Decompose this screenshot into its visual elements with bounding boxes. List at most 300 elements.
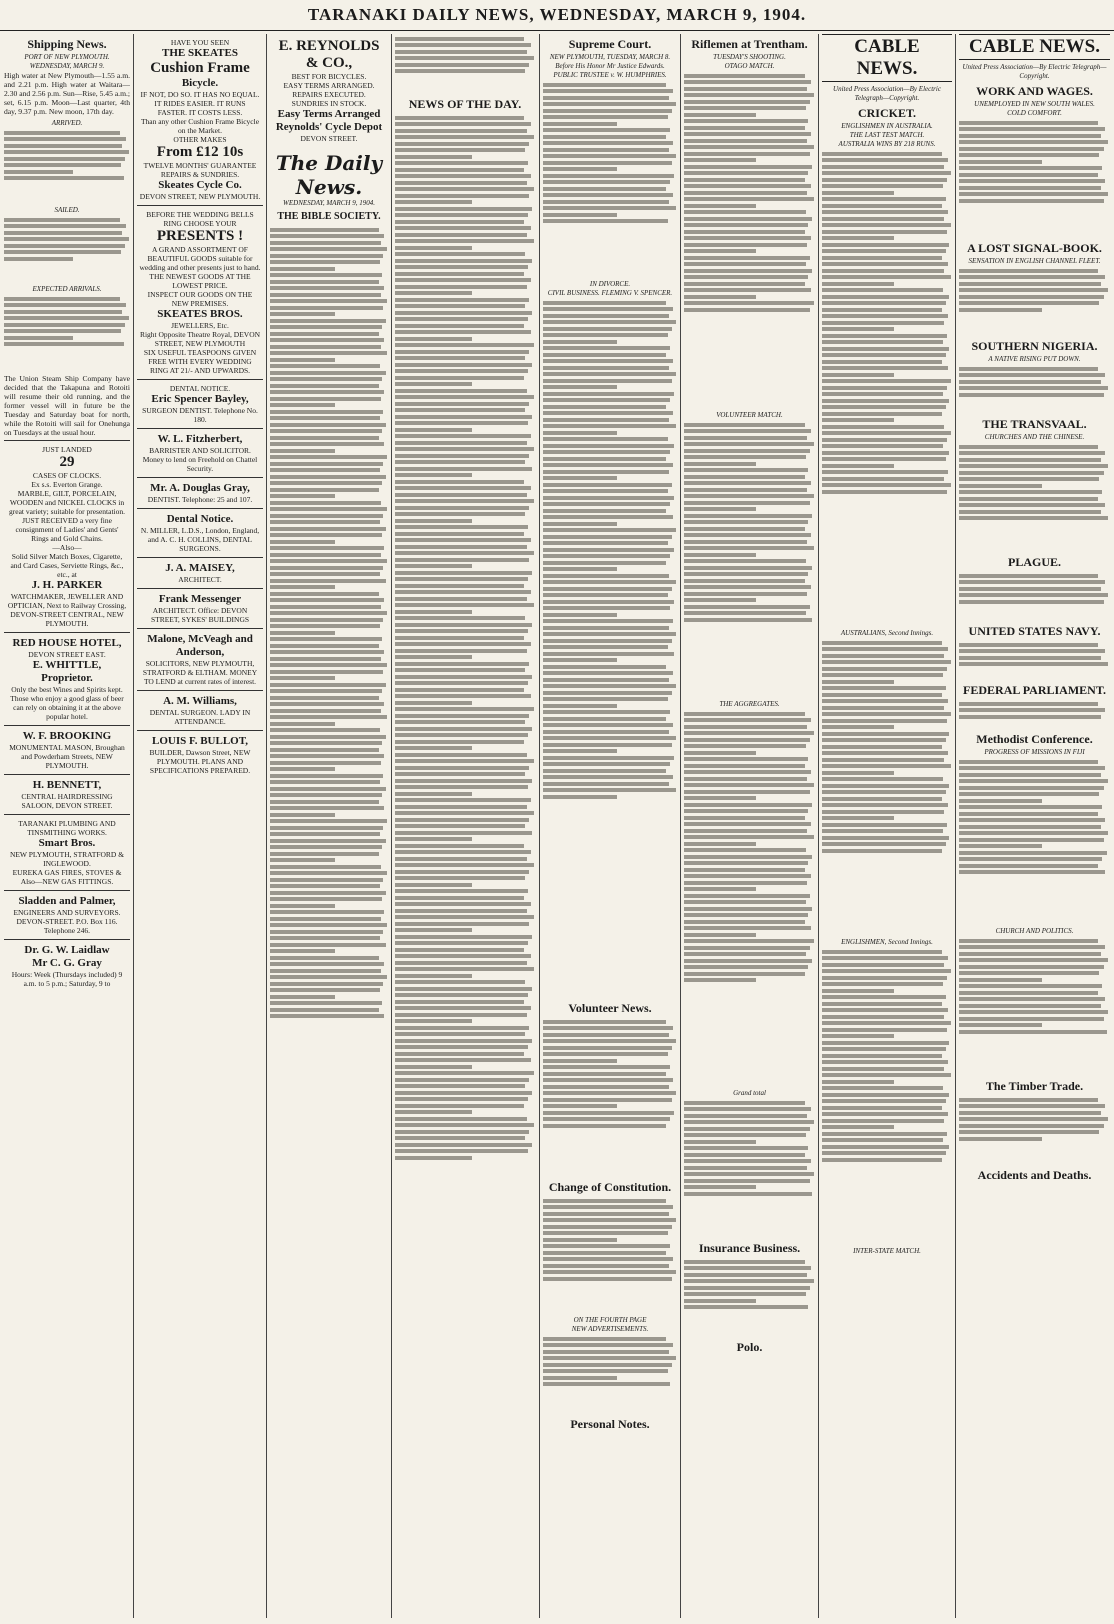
text-line-placeholder — [822, 418, 894, 422]
text-line-placeholder — [959, 166, 1102, 170]
dental-notice-heading: Dental Notice. — [166, 513, 234, 525]
text-line-placeholder — [395, 402, 529, 406]
text-line-placeholder — [959, 295, 1104, 299]
text-line-placeholder — [395, 278, 531, 282]
text-line-placeholder — [395, 558, 529, 562]
text-line-placeholder — [270, 429, 382, 433]
text-line-placeholder — [684, 829, 807, 833]
text-line-placeholder — [822, 647, 948, 651]
text-line-placeholder — [543, 717, 666, 721]
text-line-placeholder — [395, 876, 525, 880]
text-line-placeholder — [270, 709, 381, 713]
text-line-placeholder — [959, 301, 1099, 305]
bennett-details: CENTRAL HAIRDRESSING SALOON, DEVON STREET. — [21, 792, 113, 810]
text-line-placeholder — [543, 1117, 670, 1121]
text-line-placeholder — [543, 320, 676, 324]
text-line-placeholder — [959, 760, 1098, 764]
last-test-heading: THE LAST TEST MATCH. — [849, 131, 925, 139]
text-line-placeholder — [684, 978, 756, 982]
text-line-placeholder — [395, 454, 529, 458]
text-line-placeholder — [684, 262, 806, 266]
text-line-placeholder — [395, 798, 531, 802]
grand-filler — [684, 1098, 815, 1238]
text-line-placeholder — [395, 480, 524, 484]
text-line-placeholder — [395, 727, 532, 731]
text-line-placeholder — [543, 496, 674, 500]
text-line-placeholder — [684, 481, 811, 485]
text-line-placeholder — [684, 488, 807, 492]
text-line-placeholder — [395, 551, 534, 555]
tides-text: High water at New Plymouth—1.55 a.m. and 2.21 p.m. High water at Waitara—2.30 and 2.56 p.m. Sun—Rise, 5.45 a.m.; set, 6.15 p.m. Moon—Last quarter, 4th day, 9.37 p.m. New moon, 17th day. — [4, 71, 130, 116]
text-line-placeholder — [959, 857, 1102, 861]
text-line-placeholder — [270, 897, 382, 901]
text-line-placeholder — [684, 965, 808, 969]
text-line-placeholder — [822, 184, 943, 188]
text-line-placeholder — [684, 191, 807, 195]
laidlaw-name: Dr. G. W. Laidlaw — [24, 944, 110, 956]
text-line-placeholder — [684, 926, 811, 930]
text-line-placeholder — [543, 353, 666, 357]
text-line-placeholder — [395, 564, 472, 568]
text-line-placeholder — [959, 471, 1104, 475]
text-line-placeholder — [822, 444, 943, 448]
text-line-placeholder — [822, 275, 951, 279]
text-line-placeholder — [395, 142, 529, 146]
text-line-placeholder — [959, 580, 1105, 584]
text-line-placeholder — [684, 874, 811, 878]
text-line-placeholder — [684, 712, 805, 716]
text-line-placeholder — [395, 187, 534, 191]
volunteer-filler — [543, 1017, 677, 1177]
text-line-placeholder — [395, 636, 524, 640]
text-line-placeholder — [684, 145, 814, 149]
signal-heading: A LOST SIGNAL-BOOK. — [967, 241, 1102, 255]
text-line-placeholder — [270, 819, 387, 823]
text-line-placeholder — [959, 766, 1105, 770]
opposite-text: Right Opposite Theatre Royal, DEVON STREET, NEW PLYMOUTH — [139, 330, 261, 348]
text-line-placeholder — [543, 405, 666, 409]
text-line-placeholder — [270, 852, 379, 856]
text-line-placeholder — [959, 779, 1108, 783]
red-house-name: RED HOUSE HOTEL, — [12, 637, 122, 649]
text-line-placeholder — [270, 1001, 382, 1005]
text-line-placeholder — [270, 988, 380, 992]
timber-filler — [959, 1095, 1110, 1165]
text-line-placeholder — [959, 1098, 1098, 1102]
englishmen-heading: ENGLISHMEN IN AUSTRALIA. — [841, 122, 933, 130]
text-line-placeholder — [822, 1060, 948, 1064]
text-line-placeholder — [270, 949, 335, 953]
text-line-placeholder — [4, 170, 73, 174]
text-line-placeholder — [395, 174, 531, 178]
text-line-placeholder — [543, 1277, 672, 1281]
text-line-placeholder — [270, 969, 381, 973]
text-line-placeholder — [270, 689, 382, 693]
text-line-placeholder — [959, 497, 1098, 501]
text-line-placeholder — [543, 161, 672, 165]
navy-filler — [959, 640, 1110, 680]
text-line-placeholder — [395, 1078, 529, 1082]
text-line-placeholder — [684, 462, 756, 466]
text-line-placeholder — [959, 593, 1108, 597]
text-line-placeholder — [959, 649, 1105, 653]
text-line-placeholder — [822, 803, 948, 807]
red-house-address: DEVON STREET EAST. — [28, 650, 106, 659]
text-line-placeholder — [822, 849, 942, 853]
text-line-placeholder — [395, 590, 531, 594]
text-line-placeholder — [959, 484, 1042, 488]
text-line-placeholder — [822, 1086, 943, 1090]
text-line-placeholder — [395, 603, 534, 607]
text-line-placeholder — [684, 308, 810, 312]
text-line-placeholder — [543, 366, 669, 370]
text-line-placeholder — [822, 969, 951, 973]
text-line-placeholder — [684, 1273, 807, 1277]
text-line-placeholder — [543, 1264, 669, 1268]
text-line-placeholder — [822, 1093, 949, 1097]
text-line-placeholder — [543, 613, 617, 617]
text-line-placeholder — [270, 910, 384, 914]
text-line-placeholder — [395, 116, 524, 120]
text-line-placeholder — [395, 642, 531, 646]
text-line-placeholder — [959, 516, 1108, 520]
text-line-placeholder — [270, 332, 379, 336]
text-line-placeholder — [684, 972, 805, 976]
text-line-placeholder — [543, 639, 672, 643]
text-line-placeholder — [822, 667, 947, 671]
text-line-placeholder — [395, 980, 525, 984]
text-line-placeholder — [822, 836, 949, 840]
column-ads — [137, 34, 263, 1618]
text-line-placeholder — [959, 199, 1104, 203]
silver-text: Solid Silver Match Boxes, Cigarette, and Card Cases, Serviette Rings, &c., etc., at — [10, 552, 124, 579]
nigeria-filler — [959, 364, 1110, 414]
terms-text: EASY TERMS ARRANGED. — [283, 81, 375, 90]
text-line-placeholder — [395, 213, 528, 217]
text-line-placeholder — [395, 252, 525, 256]
text-line-placeholder — [395, 265, 528, 269]
bayley-details: SURGEON DENTIST. Telephone No. 180. — [142, 406, 258, 424]
text-line-placeholder — [543, 704, 617, 708]
volunteer-heading: Volunteer News. — [568, 1001, 652, 1015]
text-line-placeholder — [543, 213, 617, 217]
text-line-placeholder — [822, 438, 947, 442]
text-line-placeholder — [959, 173, 1098, 177]
text-line-placeholder — [270, 338, 384, 342]
text-line-placeholder — [959, 870, 1105, 874]
text-line-placeholder — [684, 132, 811, 136]
navy-heading: UNITED STATES NAVY. — [968, 624, 1101, 638]
text-line-placeholder — [959, 812, 1098, 816]
text-line-placeholder — [822, 158, 948, 162]
text-line-placeholder — [543, 167, 617, 171]
text-line-placeholder — [684, 585, 811, 589]
text-line-placeholder — [543, 691, 672, 695]
text-line-placeholder — [395, 902, 531, 906]
text-line-placeholder — [270, 624, 380, 628]
cable-news-heading: CABLE NEWS. — [822, 34, 952, 82]
text-line-placeholder — [543, 515, 673, 519]
text-line-placeholder — [684, 1172, 814, 1176]
fourth-page: ON THE FOURTH PAGE — [573, 1316, 647, 1324]
text-line-placeholder — [684, 907, 812, 911]
text-line-placeholder — [543, 509, 666, 513]
rides-text: IT RIDES EASIER. IT RUNS FASTER. IT COSTS LESS. — [154, 99, 246, 117]
text-line-placeholder — [395, 707, 534, 711]
text-line-placeholder — [395, 792, 472, 796]
text-line-placeholder — [684, 275, 808, 279]
text-line-placeholder — [684, 80, 811, 84]
text-line-placeholder — [395, 220, 524, 224]
text-line-placeholder — [4, 137, 126, 141]
plague-heading: PLAGUE. — [1007, 555, 1061, 569]
australians-heading: AUSTRALIANS, Second Innings. — [840, 629, 934, 637]
text-line-placeholder — [4, 297, 120, 301]
text-line-placeholder — [543, 109, 672, 113]
text-line-placeholder — [684, 939, 814, 943]
plague-filler — [959, 571, 1110, 621]
text-line-placeholder — [684, 1159, 811, 1163]
text-line-placeholder — [270, 319, 386, 323]
text-line-placeholder — [395, 1071, 534, 1075]
text-line-placeholder — [270, 585, 335, 589]
text-line-placeholder — [395, 447, 534, 451]
text-line-placeholder — [822, 230, 947, 234]
text-line-placeholder — [270, 956, 379, 960]
text-line-placeholder — [684, 93, 814, 97]
williams-name: A. M. Williams, — [163, 695, 237, 707]
sladden-name: Sladden and Palmer, — [18, 895, 116, 907]
text-line-placeholder — [959, 978, 1042, 982]
text-line-placeholder — [959, 715, 1101, 719]
text-line-placeholder — [543, 762, 670, 766]
text-line-placeholder — [684, 1305, 808, 1309]
text-line-placeholder — [543, 769, 666, 773]
text-line-placeholder — [4, 157, 125, 161]
fitzherbert-name: W. L. Fitzherbert, — [157, 433, 243, 445]
text-line-placeholder — [822, 1132, 947, 1136]
text-line-placeholder — [270, 364, 380, 368]
text-line-placeholder — [822, 712, 951, 716]
methodist-heading: Methodist Conference. — [976, 732, 1093, 746]
text-line-placeholder — [822, 738, 946, 742]
text-line-placeholder — [822, 152, 942, 156]
text-line-placeholder — [270, 761, 381, 765]
text-line-placeholder — [543, 206, 676, 210]
text-line-placeholder — [822, 1080, 894, 1084]
text-line-placeholder — [684, 920, 805, 924]
continued-filler — [395, 34, 535, 94]
text-line-placeholder — [684, 269, 812, 273]
text-line-placeholder — [4, 257, 73, 261]
text-line-placeholder — [270, 683, 386, 687]
text-line-placeholder — [543, 398, 670, 402]
text-line-placeholder — [684, 822, 811, 826]
parker-name: J. H. PARKER — [31, 579, 103, 591]
text-line-placeholder — [395, 623, 532, 627]
text-line-placeholder — [959, 971, 1099, 975]
messenger-details: ARCHITECT. Office: DEVON STREET, SYKES' BUILDINGS — [150, 606, 250, 624]
public-trustee: PUBLIC TRUSTEE v. W. HUMPHRIES. — [553, 71, 667, 79]
text-line-placeholder — [4, 131, 120, 135]
text-line-placeholder — [822, 295, 949, 299]
gray-name: Mr C. G. Gray — [32, 957, 102, 969]
text-line-placeholder — [270, 637, 382, 641]
text-line-placeholder — [684, 803, 812, 807]
text-line-placeholder — [822, 386, 947, 390]
column-news-day — [395, 34, 535, 1618]
text-line-placeholder — [270, 520, 380, 524]
text-line-placeholder — [684, 855, 812, 859]
text-line-placeholder — [395, 291, 472, 295]
price-text: From £12 10s — [156, 144, 244, 160]
signal-filler — [959, 266, 1110, 336]
text-line-placeholder — [395, 168, 524, 172]
text-line-placeholder — [543, 1033, 669, 1037]
text-line-placeholder — [822, 334, 947, 338]
text-line-placeholder — [543, 340, 617, 344]
text-line-placeholder — [395, 389, 527, 393]
text-line-placeholder — [543, 587, 672, 591]
text-line-placeholder — [822, 301, 946, 305]
text-line-placeholder — [543, 522, 617, 526]
text-line-placeholder — [395, 1039, 532, 1043]
text-line-placeholder — [395, 701, 472, 705]
text-line-placeholder — [270, 390, 384, 394]
text-line-placeholder — [395, 304, 525, 308]
text-line-placeholder — [270, 806, 384, 810]
text-line-placeholder — [543, 626, 669, 630]
text-line-placeholder — [822, 392, 943, 396]
text-line-placeholder — [822, 1073, 951, 1077]
text-line-placeholder — [684, 618, 812, 622]
text-line-placeholder — [543, 730, 669, 734]
text-line-placeholder — [543, 470, 669, 474]
cold-heading: COLD COMFORT. — [1007, 109, 1062, 117]
text-line-placeholder — [822, 1021, 951, 1025]
text-line-placeholder — [822, 686, 946, 690]
text-line-placeholder — [395, 759, 534, 763]
text-line-placeholder — [959, 818, 1105, 822]
text-line-placeholder — [684, 1185, 756, 1189]
text-line-placeholder — [395, 298, 529, 302]
text-line-placeholder — [959, 662, 1108, 666]
text-line-placeholder — [270, 481, 382, 485]
text-line-placeholder — [395, 337, 472, 341]
text-line-placeholder — [822, 1158, 942, 1162]
text-line-placeholder — [822, 171, 951, 175]
whittle-details: Only the best Wines and Spirits kept. Those who enjoy a good glass of beer can rely on obtaining it at the above popular hotel. — [10, 685, 124, 721]
text-line-placeholder — [684, 282, 805, 286]
text-line-placeholder — [270, 878, 383, 882]
text-line-placeholder — [543, 561, 666, 565]
text-line-placeholder — [543, 535, 672, 539]
text-line-placeholder — [395, 1143, 532, 1147]
text-line-placeholder — [822, 725, 894, 729]
text-line-placeholder — [543, 1205, 673, 1209]
wins-heading: AUSTRALIA WINS BY 218 RUNS. — [838, 140, 936, 148]
text-line-placeholder — [270, 650, 384, 654]
text-line-placeholder — [395, 129, 527, 133]
text-line-placeholder — [4, 342, 124, 346]
text-line-placeholder — [684, 777, 807, 781]
text-line-placeholder — [959, 831, 1108, 835]
text-line-placeholder — [543, 193, 673, 197]
text-line-placeholder — [822, 490, 947, 494]
text-line-placeholder — [395, 1123, 534, 1127]
otago-filler — [684, 71, 815, 411]
text-line-placeholder — [270, 1008, 379, 1012]
timber-heading: The Timber Trade. — [985, 1079, 1084, 1093]
text-line-placeholder — [270, 475, 386, 479]
text-line-placeholder — [959, 838, 1104, 842]
text-line-placeholder — [959, 1117, 1108, 1121]
text-line-placeholder — [959, 945, 1105, 949]
text-line-placeholder — [270, 494, 335, 498]
text-line-placeholder — [270, 566, 383, 570]
bullot-details: BUILDER, Dawson Street, NEW PLYMOUTH. PLANS AND SPECIFICATIONS PREPARED. — [149, 748, 251, 775]
text-line-placeholder — [395, 434, 531, 438]
text-line-placeholder — [822, 197, 946, 201]
text-line-placeholder — [822, 693, 942, 697]
text-line-placeholder — [822, 1015, 944, 1019]
text-line-placeholder — [270, 774, 383, 778]
text-line-placeholder — [822, 347, 949, 351]
text-line-placeholder — [959, 380, 1101, 384]
text-line-placeholder — [270, 962, 384, 966]
before-text: BEFORE THE WEDDING BELLS RING CHOOSE YOUR — [146, 210, 254, 228]
text-line-placeholder — [822, 470, 948, 474]
text-line-placeholder — [684, 842, 756, 846]
text-line-placeholder — [822, 823, 947, 827]
presents-heading: PRESENTS ! — [156, 228, 244, 244]
text-line-placeholder — [395, 896, 524, 900]
text-line-placeholder — [959, 656, 1101, 660]
text-line-placeholder — [4, 150, 129, 154]
text-line-placeholder — [543, 1244, 670, 1248]
text-line-placeholder — [270, 293, 381, 297]
text-line-placeholder — [395, 63, 529, 67]
column-courts — [543, 34, 677, 1618]
text-line-placeholder — [543, 450, 670, 454]
text-line-placeholder — [959, 773, 1101, 777]
have-you-seen: HAVE YOU SEEN — [170, 38, 230, 47]
text-line-placeholder — [684, 540, 807, 544]
rifle-sub: TUESDAY'S SHOOTING. — [713, 53, 786, 61]
text-line-placeholder — [543, 1376, 617, 1380]
text-line-placeholder — [959, 792, 1099, 796]
text-line-placeholder — [270, 735, 386, 739]
text-line-placeholder — [395, 181, 527, 185]
text-line-placeholder — [959, 510, 1101, 514]
text-line-placeholder — [270, 254, 383, 258]
text-line-placeholder — [684, 952, 806, 956]
text-line-placeholder — [395, 1156, 472, 1160]
text-line-placeholder — [395, 233, 527, 237]
text-line-placeholder — [959, 939, 1098, 943]
text-line-placeholder — [684, 592, 807, 596]
text-line-placeholder — [543, 411, 673, 415]
text-line-placeholder — [822, 249, 946, 253]
text-line-placeholder — [822, 165, 944, 169]
text-line-placeholder — [959, 1030, 1107, 1034]
text-line-placeholder — [543, 219, 668, 223]
constitution-heading: Change of Constitution. — [548, 1180, 672, 1194]
text-line-placeholder — [270, 917, 381, 921]
text-line-placeholder — [543, 665, 666, 669]
repairs-text: REPAIRS & SUNDRIES. — [160, 170, 240, 179]
text-line-placeholder — [270, 722, 335, 726]
